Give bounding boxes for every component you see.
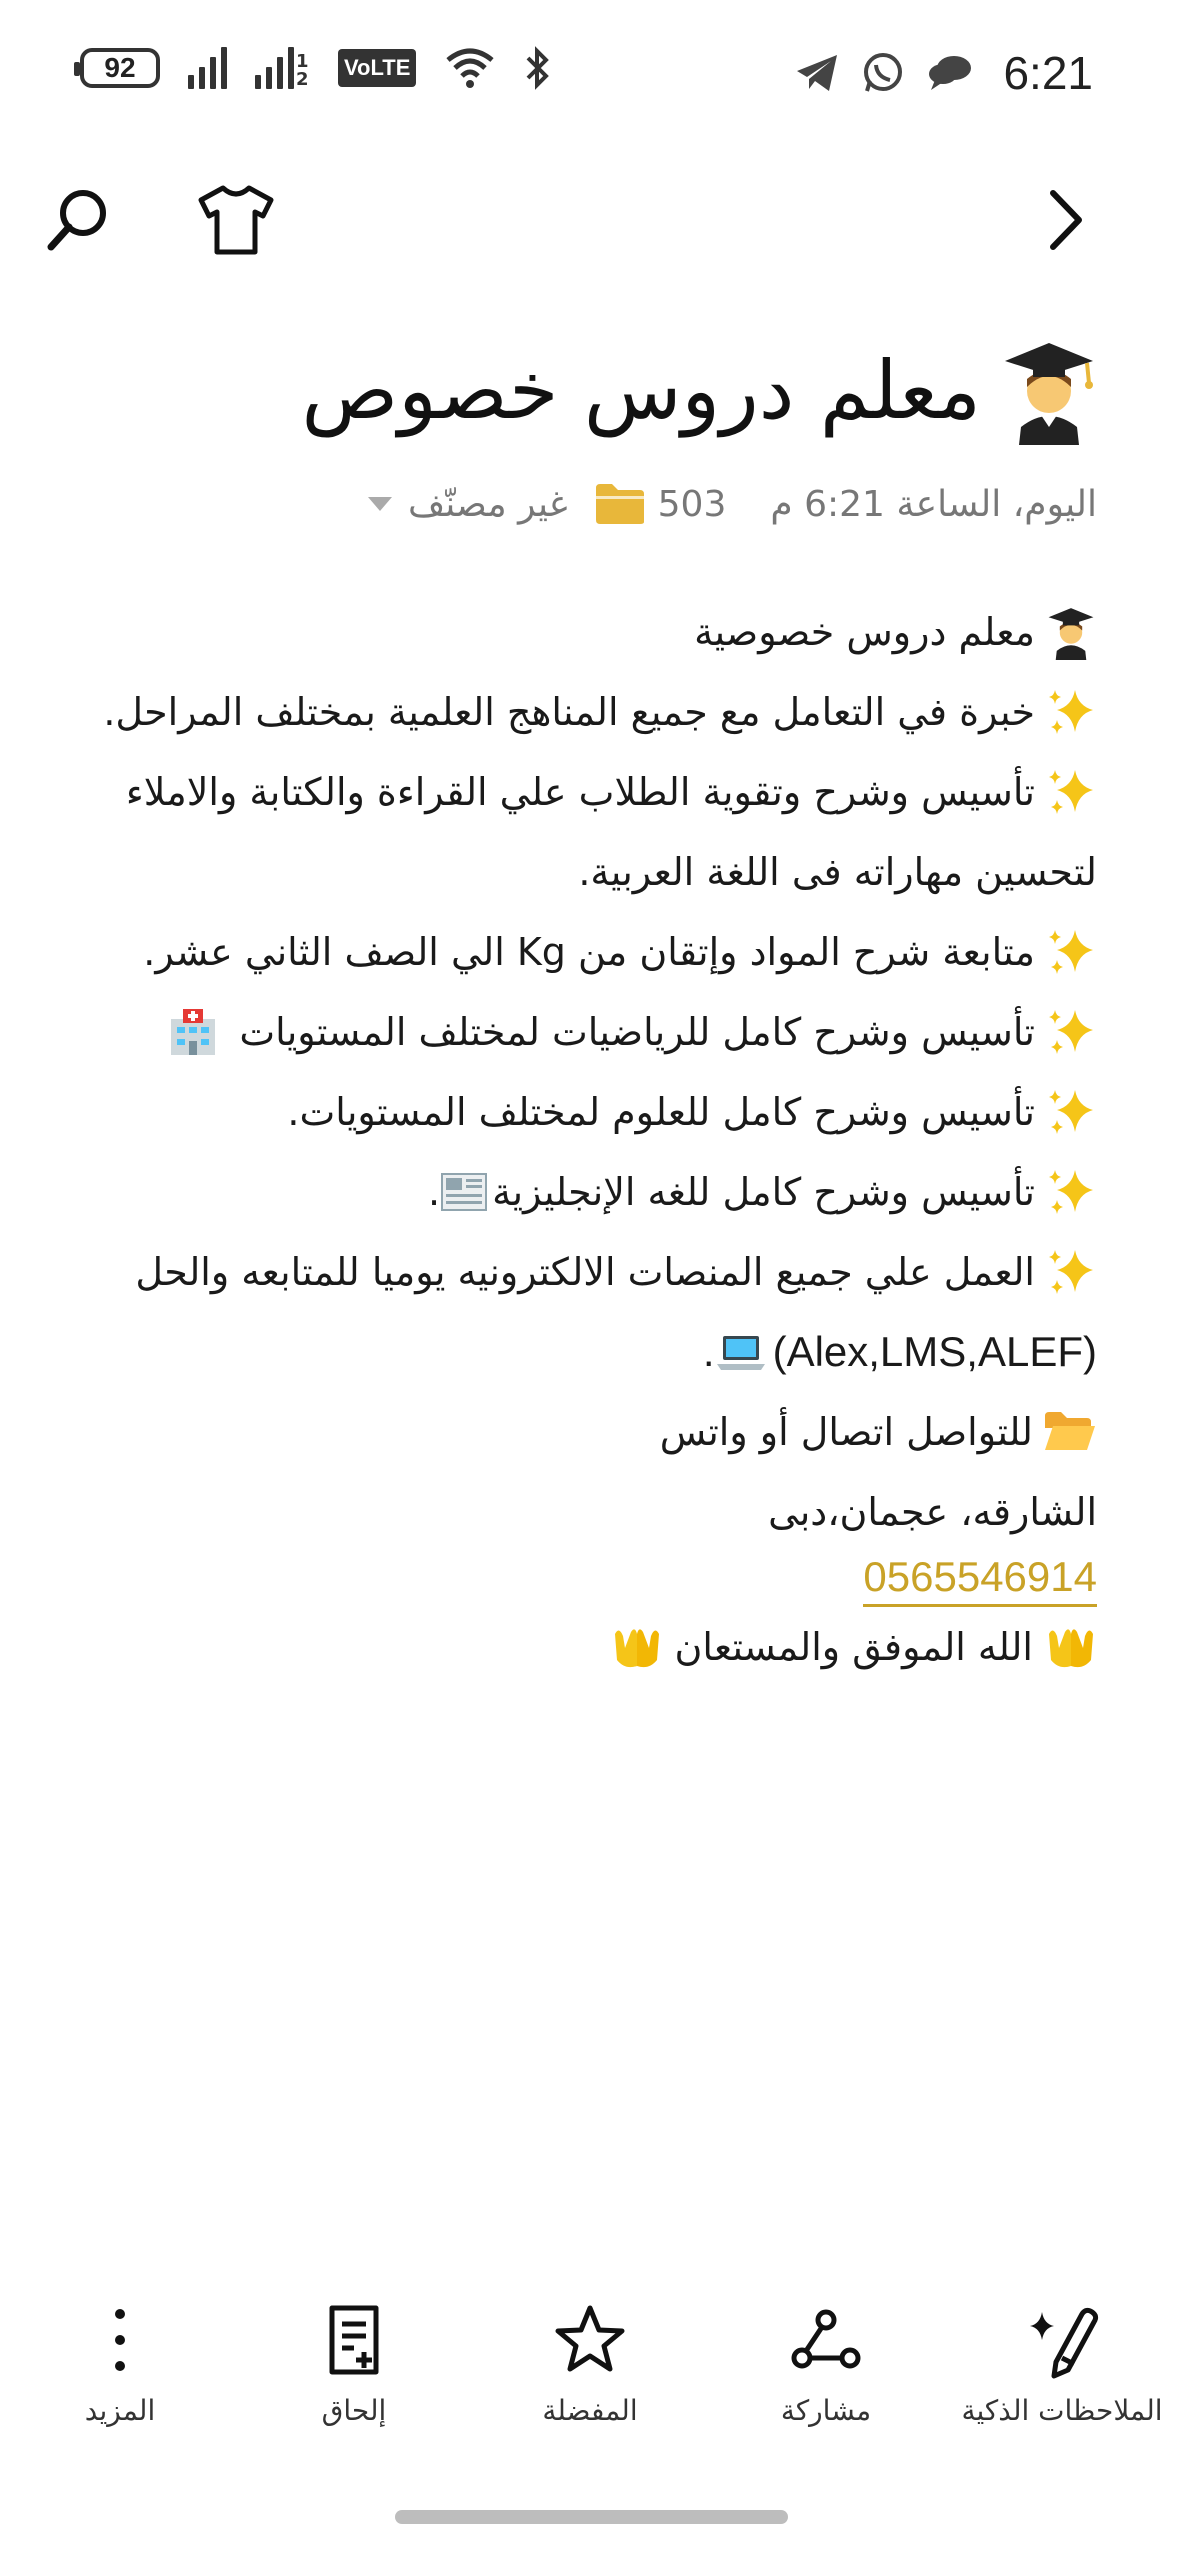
battery-icon (80, 48, 160, 88)
signal-icon (255, 47, 310, 89)
clock: 6:21 (1003, 47, 1093, 99)
note-line: خبرة في التعامل مع جميع المناهج العلمية بمختلف المراحل. (87, 672, 1097, 752)
chevron-down-icon (368, 497, 392, 511)
home-indicator[interactable] (395, 2510, 788, 2524)
note-line: تأسيس وشرح وتقوية الطلاب علي القراءة والكتابة والاملاء (87, 752, 1097, 832)
sparkles-icon (1045, 1166, 1097, 1218)
share-button[interactable] (726, 2300, 926, 2427)
signal-icon (188, 47, 227, 89)
newspaper-emoji-icon (440, 1172, 488, 1212)
back-button[interactable] (1024, 180, 1104, 260)
chat-icon (927, 52, 973, 94)
char-count: 503 (657, 483, 727, 525)
note-line: تأسيس وشرح كامل للرياضيات لمختلف المستويات (87, 992, 1097, 1072)
palms-up-emoji-icon (1045, 1622, 1097, 1672)
sparkles-icon (1045, 1006, 1097, 1058)
note-line: تأسيس وشرح كامل للغه الإنجليزية . (87, 1152, 1097, 1232)
palms-up-emoji-icon (611, 1622, 663, 1672)
smart-notes-label: الملاحظات الذكية (961, 2394, 1163, 2427)
volte-icon: VoLTE (338, 49, 416, 87)
append-button[interactable] (254, 2300, 454, 2427)
folder-icon (594, 482, 646, 526)
open-folder-emoji-icon (1043, 1410, 1097, 1454)
note-line: (Alex,LMS,ALEF) . (702, 1328, 1097, 1375)
note-line: تأسيس وشرح كامل للعلوم لمختلف المستويات. (87, 1072, 1097, 1152)
note-title[interactable] (302, 335, 1097, 445)
phone-link[interactable]: 0565546914 (863, 1552, 1097, 1607)
back-chevron-icon (1039, 185, 1089, 255)
note-meta (368, 482, 1097, 526)
note-line: متابعة شرح المواد وإتقان من Kg الي الصف الثاني عشر. (87, 912, 1097, 992)
sparkles-icon (1045, 926, 1097, 978)
theme-button[interactable] (196, 180, 276, 260)
share-label: مشاركة (780, 2394, 872, 2427)
more-button[interactable] (20, 2300, 220, 2427)
ai-pen-icon (1022, 2300, 1102, 2380)
note-line: معلم دروس خصوصية (87, 592, 1097, 672)
note-line: لتحسين مهاراته فى اللغة العربية. (578, 850, 1097, 894)
note-line: للتواصل اتصال أو واتس (87, 1392, 1097, 1472)
share-icon (786, 2300, 866, 2380)
battery-level: 92 (104, 52, 136, 83)
note-line: العمل علي جميع المنصات الالكترونيه يوميا للمتابعه والحل (87, 1232, 1097, 1312)
sparkles-icon (1045, 766, 1097, 818)
append-label: إلحاق (321, 2394, 387, 2427)
student-graduate-emoji-icon (1001, 335, 1097, 445)
note-line (87, 1552, 1097, 1607)
star-icon (550, 2300, 630, 2380)
favorite-button[interactable] (490, 2300, 690, 2427)
note-line: الله الموفق والمستعان (87, 1607, 1097, 1687)
telegram-icon (795, 53, 839, 93)
whatsapp-icon (861, 51, 905, 95)
more-label: المزيد (84, 2394, 156, 2427)
wifi-icon (444, 46, 496, 90)
favorite-label: المفضلة (542, 2394, 638, 2427)
note-body[interactable] (87, 592, 1097, 1687)
category-label: غير مصنّف (408, 483, 568, 525)
status-bar (0, 0, 1183, 150)
note-title-text: معلم دروس خصوص (301, 343, 981, 437)
append-note-icon (314, 2300, 394, 2380)
theme-shirt-icon (197, 184, 275, 256)
sim-slot-label: 1 2 (296, 51, 309, 90)
student-graduate-emoji-icon (1045, 604, 1097, 660)
note-line: الشارقه، عجمان،دبى (768, 1490, 1097, 1534)
bluetooth-icon (524, 46, 552, 90)
hospital-emoji-icon (167, 1007, 219, 1057)
sparkles-icon (1045, 1246, 1097, 1298)
note-date: اليوم، الساعة 6:21 م (770, 483, 1097, 525)
laptop-emoji-icon (715, 1332, 767, 1372)
search-icon (43, 185, 113, 255)
bottom-action-bar (0, 2300, 1183, 2460)
more-icon (80, 2300, 160, 2380)
sparkles-icon (1045, 1086, 1097, 1138)
smart-notes-button[interactable] (962, 2300, 1162, 2427)
note-toolbar (0, 170, 1183, 270)
search-button[interactable] (38, 180, 118, 260)
category-dropdown[interactable] (368, 484, 568, 525)
sparkles-icon (1045, 686, 1097, 738)
